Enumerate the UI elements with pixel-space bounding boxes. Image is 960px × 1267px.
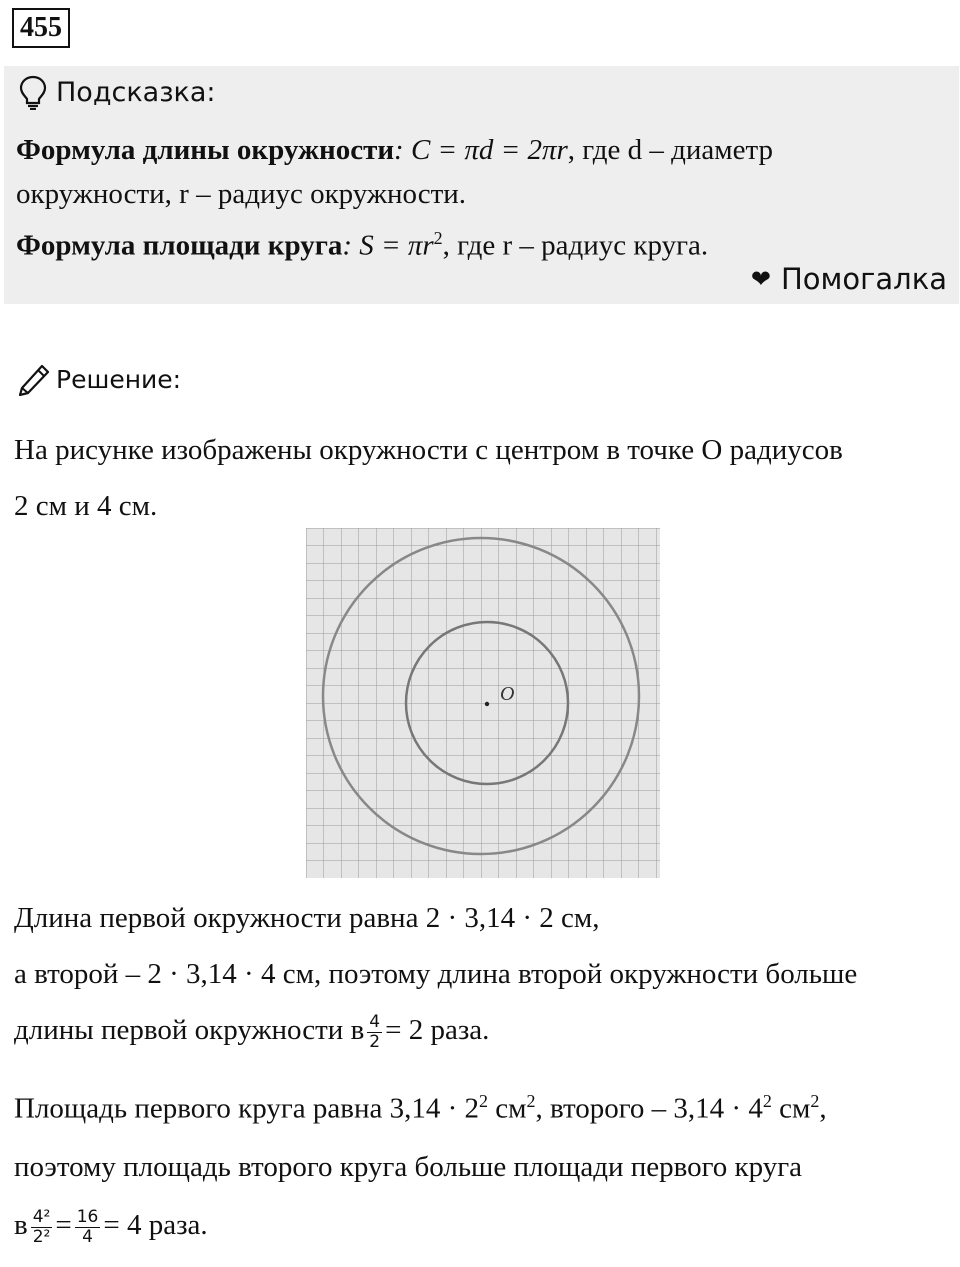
- p3-part-e: ,: [819, 1092, 827, 1125]
- area-fraction-1: [31, 1208, 53, 1247]
- hint-text: [16, 128, 946, 268]
- heart-icon: ❤: [750, 265, 771, 293]
- p3-line-1: [14, 1072, 949, 1138]
- hint-panel: [4, 66, 959, 304]
- p2-line-1: Длина первой окружности равна 2 · 3,14 · 2 см,: [14, 902, 600, 934]
- hint-rest-3: , где r – радиус круга.: [442, 229, 709, 262]
- hint-line-1: [16, 128, 946, 172]
- problem-number: 455: [12, 8, 70, 48]
- p3-part-c: , второго – 3,14 · 4: [535, 1092, 763, 1125]
- hint-heading: Подсказка:: [56, 76, 216, 108]
- brand-link[interactable]: [751, 262, 947, 296]
- hint-line-3: [16, 216, 946, 268]
- area-fraction-2: [75, 1208, 101, 1247]
- hint-sup-3: 2: [433, 228, 443, 248]
- hint-header: [18, 74, 216, 110]
- ratio-denominator: 2: [369, 1031, 381, 1052]
- p3-line-3-pre: в: [14, 1208, 28, 1241]
- solution-paragraph-2: [14, 890, 949, 1062]
- ratio-fraction: [367, 1013, 382, 1052]
- p3-line-3: [14, 1196, 949, 1260]
- area-denominator-1: 2²: [32, 1226, 51, 1247]
- p2-line-3-pre: длины первой окружности в: [14, 1014, 365, 1046]
- area-numerator-2: 16: [76, 1206, 99, 1227]
- ratio-numerator: 4: [369, 1011, 381, 1032]
- center-label: O: [500, 683, 515, 705]
- equals-sign: =: [55, 1208, 72, 1241]
- solution-heading: Решение:: [56, 364, 182, 394]
- solution-header: [16, 362, 181, 396]
- pencil-icon: [16, 362, 52, 396]
- p3-sup-2: 2: [526, 1091, 536, 1111]
- solution-paragraph-1: [14, 422, 949, 534]
- hint-bold-3: Формула площади круга: [16, 229, 343, 262]
- hint-formula-1: : C = πd = 2πr: [394, 134, 568, 166]
- p3-sup-1: 2: [479, 1091, 488, 1111]
- hint-rest-1: , где d – диаметр: [567, 134, 774, 166]
- center-point: [485, 702, 489, 706]
- hint-formula-3: : S = πr: [342, 229, 434, 262]
- p3-sup-4: 2: [810, 1091, 820, 1111]
- p2-line-3-post: = 2 раза.: [385, 1014, 490, 1046]
- hint-line-2: окружности, r – радиус окружности.: [16, 178, 467, 210]
- p3-line-3-post: = 4 раза.: [103, 1208, 208, 1241]
- hint-bold-1: Формула длины окружности: [16, 134, 395, 166]
- circles-figure: [306, 528, 660, 878]
- p2-line-2: а второй – 2 · 3,14 · 4 см, поэтому длина второй окружности больше: [14, 958, 858, 990]
- p3-line-2: поэтому площадь второго круга больше площади первого круга: [14, 1150, 803, 1183]
- p3-part-d: см: [771, 1092, 811, 1125]
- p1-line-1: На рисунке изображены окружности с центром в точке O радиусов: [14, 434, 843, 466]
- brand-label: Помогалка: [781, 262, 947, 296]
- area-numerator-1: 4²: [32, 1206, 51, 1227]
- p3-sup-3: 2: [762, 1091, 772, 1111]
- lightbulb-icon: [18, 74, 48, 110]
- p3-part-b: см: [488, 1092, 527, 1125]
- p2-line-3: [14, 1002, 949, 1062]
- solution-paragraph-3: [14, 1072, 949, 1260]
- area-denominator-2: 4: [82, 1226, 93, 1247]
- p3-part-a: Площадь первого круга равна 3,14 · 2: [14, 1092, 479, 1125]
- p1-line-2: 2 см и 4 см.: [14, 490, 158, 522]
